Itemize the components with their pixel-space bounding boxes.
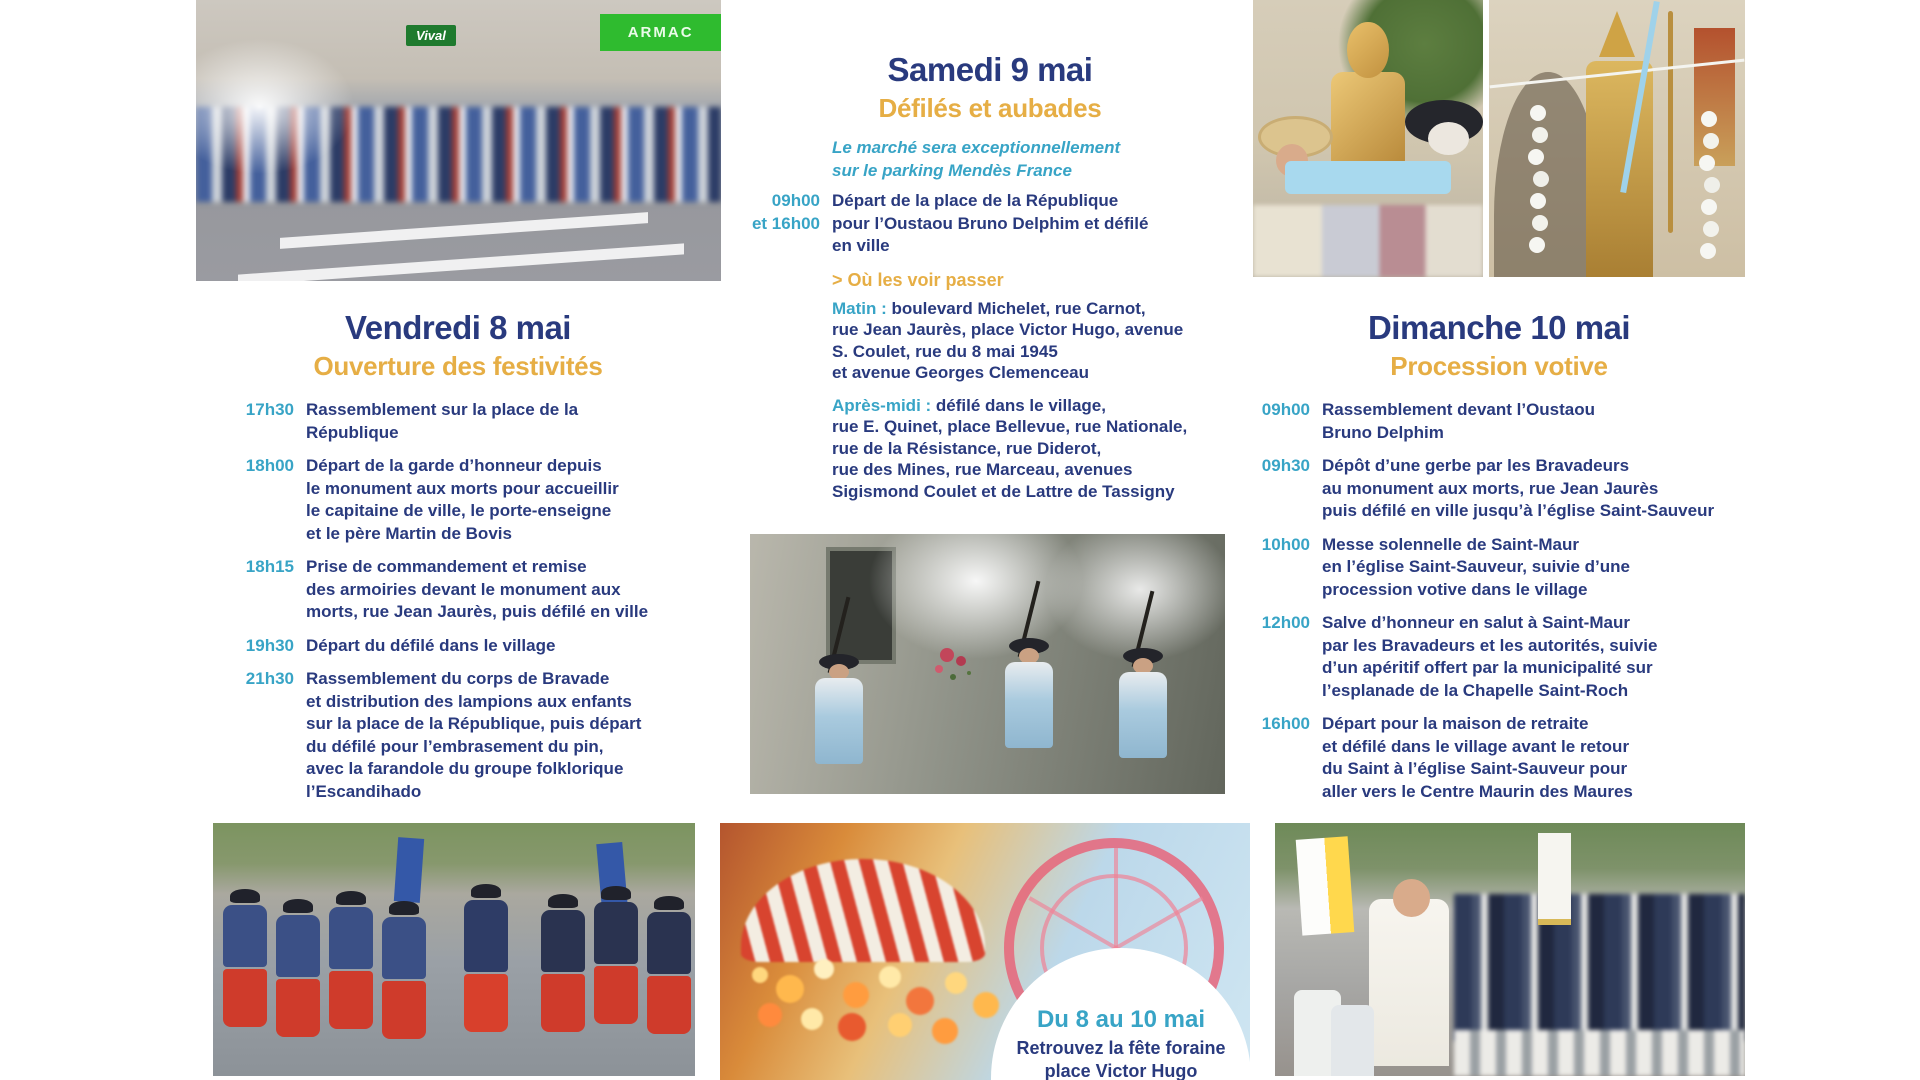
event-text: Prise de commandement et remise des armoiries devant le monument aux morts, rue Jean Jaurès, puis défilé en ville bbox=[306, 557, 649, 621]
saint-statue-photo bbox=[1489, 0, 1745, 277]
event-text: Salve d’honneur en salut à Saint-Maur par les Bravadeurs et les autorités, suivie d’un apéritif offert par la municipalité sur l’esplanade de la Chapelle Saint-Roch bbox=[1322, 613, 1658, 700]
event-row bbox=[710, 190, 1230, 258]
event-row bbox=[1253, 455, 1745, 523]
parade-figure bbox=[541, 894, 585, 1044]
event-row bbox=[1253, 534, 1745, 602]
saturday-column bbox=[710, 50, 1230, 502]
parade-figure bbox=[329, 891, 373, 1041]
route-section: Après-midi : défilé dans le village, rue E. Quinet, place Bellevue, rue Nationale, rue de la Résistance, rue Diderot, rue des Mines, rue Marceau, avenues Sigismond Coulet et de Lattre de Tassigny bbox=[832, 395, 1188, 501]
musket-smoke bbox=[196, 39, 354, 174]
saturday-subtitle: Défilés et aubades bbox=[878, 93, 1102, 123]
flowers bbox=[940, 648, 954, 662]
event-time: 09h00 bbox=[1261, 400, 1310, 419]
blue-flag bbox=[394, 837, 424, 903]
event-row bbox=[236, 635, 680, 658]
event-row bbox=[1253, 713, 1745, 803]
sunday-column bbox=[1253, 308, 1745, 814]
friday-events bbox=[236, 399, 680, 803]
parade-figure bbox=[276, 899, 320, 1049]
blue-sash bbox=[1285, 161, 1451, 194]
flower-garland bbox=[1701, 111, 1719, 266]
market-note-line: sur le parking Mendès France bbox=[832, 161, 1072, 180]
carousel-canopy bbox=[741, 859, 985, 962]
parade-figure bbox=[647, 896, 691, 1046]
parade-back-photo bbox=[213, 823, 695, 1076]
sunday-title: Dimanche 10 mai bbox=[1367, 309, 1631, 346]
friday-subtitle: Ouverture des festivités bbox=[313, 351, 603, 381]
priest-head bbox=[1393, 879, 1431, 917]
event-text: Rassemblement devant l’Oustaou Bruno Delphim bbox=[1322, 400, 1596, 442]
fair-lights bbox=[752, 967, 768, 983]
route-label: Après-midi : bbox=[832, 395, 936, 415]
golden-bust bbox=[1331, 72, 1405, 166]
event-row bbox=[236, 668, 680, 803]
lace-cap bbox=[1428, 122, 1469, 155]
badge-place: place Victor Hugo bbox=[1044, 1061, 1198, 1080]
badge-dates: Du 8 au 10 mai bbox=[1036, 1006, 1206, 1033]
parade-figure bbox=[382, 901, 426, 1051]
event-time: 09h00 et 16h00 bbox=[751, 191, 820, 233]
event-text: Départ de la garde d’honneur depuis le monument aux morts pour accueillir le capitaine de ville, le porte-enseigne et le père Martin de Bovis bbox=[306, 456, 619, 543]
body bbox=[1119, 672, 1167, 758]
event-time: 10h00 bbox=[1261, 534, 1310, 554]
white-yellow-flag bbox=[1295, 836, 1353, 935]
route-section: Matin : boulevard Michelet, rue Carnot, rue Jean Jaurès, place Victor Hugo, avenue S. Coulet, rue du 8 mai 1945 et avenue Georges Clemenceau bbox=[832, 298, 1184, 382]
route-label: Matin : bbox=[832, 298, 892, 318]
friday-title: Vendredi 8 mai bbox=[345, 309, 571, 346]
street-parade-photo bbox=[196, 0, 721, 281]
event-row bbox=[1253, 399, 1745, 444]
route-heading: > Où les voir passer bbox=[832, 269, 1004, 290]
event-time: 18h15 bbox=[245, 557, 294, 576]
sunday-subtitle: Procession votive bbox=[1390, 351, 1608, 381]
event-row bbox=[236, 455, 680, 545]
priest-figure bbox=[1369, 899, 1449, 1066]
bravade-gunfire-photo bbox=[750, 534, 1225, 794]
bravadeurs-crowd bbox=[1454, 894, 1745, 1041]
saturday-events bbox=[710, 190, 1230, 258]
event-text: Départ de la place de la République pour l’Oustaou Bruno Delphim et défilé en ville bbox=[832, 191, 1149, 255]
market-note bbox=[710, 136, 1230, 182]
event-time: 09h30 bbox=[1261, 456, 1310, 475]
event-text: Dépôt d’une gerbe par les Bravadeurs au monument aux morts, rue Jean Jaurès puis défilé en ville jusqu’à l’église Saint-Sauveur bbox=[1322, 456, 1715, 520]
vival-sign: Vival bbox=[406, 25, 456, 46]
event-time: 19h30 bbox=[245, 635, 294, 655]
body bbox=[1005, 662, 1053, 748]
parade-figure bbox=[223, 889, 267, 1039]
procession-banner bbox=[1538, 833, 1571, 925]
parade-figure bbox=[594, 886, 638, 1036]
market-note-line: Le marché sera exceptionnellement bbox=[832, 138, 1121, 157]
crosswalk-stripe bbox=[280, 212, 648, 249]
route-first-line: boulevard Michelet, rue Carnot, bbox=[891, 298, 1146, 318]
route-sections bbox=[710, 298, 1230, 503]
event-time: 16h00 bbox=[1261, 714, 1310, 733]
event-row bbox=[1253, 612, 1745, 702]
route-first-line: défilé dans le village, bbox=[935, 395, 1106, 415]
pharmacy-sign: ARMAC bbox=[600, 14, 721, 51]
event-text: Rassemblement du corps de Bravade et distribution des lampions aux enfants sur la place de la République, puis départ du défilé pour l’embrasement du pin, avec la farandole du groupe folklorique l’Escandihado bbox=[306, 669, 642, 801]
event-time: 21h30 bbox=[245, 669, 294, 688]
bishop-mitre bbox=[1599, 11, 1635, 57]
event-text: Messe solennelle de Saint-Maur en l’église Saint-Sauveur, suivie d’une procession votive dans le village bbox=[1322, 534, 1630, 599]
badge-text: Retrouvez la fête foraine bbox=[1016, 1038, 1226, 1058]
friday-column bbox=[236, 308, 680, 814]
flower-garland bbox=[1530, 105, 1548, 271]
procession-photo bbox=[1275, 823, 1745, 1076]
event-time: 18h00 bbox=[245, 456, 294, 475]
crosier bbox=[1668, 11, 1673, 233]
crosswalk-stripe bbox=[238, 243, 684, 281]
body bbox=[815, 678, 863, 764]
event-time: 17h30 bbox=[245, 400, 294, 419]
golden-bust-head bbox=[1347, 22, 1388, 77]
event-text: Départ du défilé dans le village bbox=[306, 635, 556, 655]
costumes bbox=[1253, 205, 1483, 277]
white-trousers-row bbox=[1454, 1030, 1745, 1076]
event-row bbox=[236, 556, 680, 624]
child-figure bbox=[1331, 1005, 1373, 1076]
gun-smoke bbox=[1045, 534, 1226, 661]
event-text: Rassemblement sur la place de la République bbox=[306, 400, 579, 442]
sunday-events bbox=[1253, 399, 1745, 803]
event-row bbox=[236, 399, 680, 444]
saturday-title: Samedi 9 mai bbox=[887, 51, 1093, 88]
golden-bust-photo bbox=[1253, 0, 1483, 277]
event-text: Départ pour la maison de retraite et défilé dans le village avant le retour du Saint à l’église Saint-Sauveur pour aller vers le Centre Maurin des Maures bbox=[1322, 714, 1633, 801]
event-time: 12h00 bbox=[1261, 613, 1310, 632]
parade-leader-figure bbox=[464, 884, 508, 1034]
